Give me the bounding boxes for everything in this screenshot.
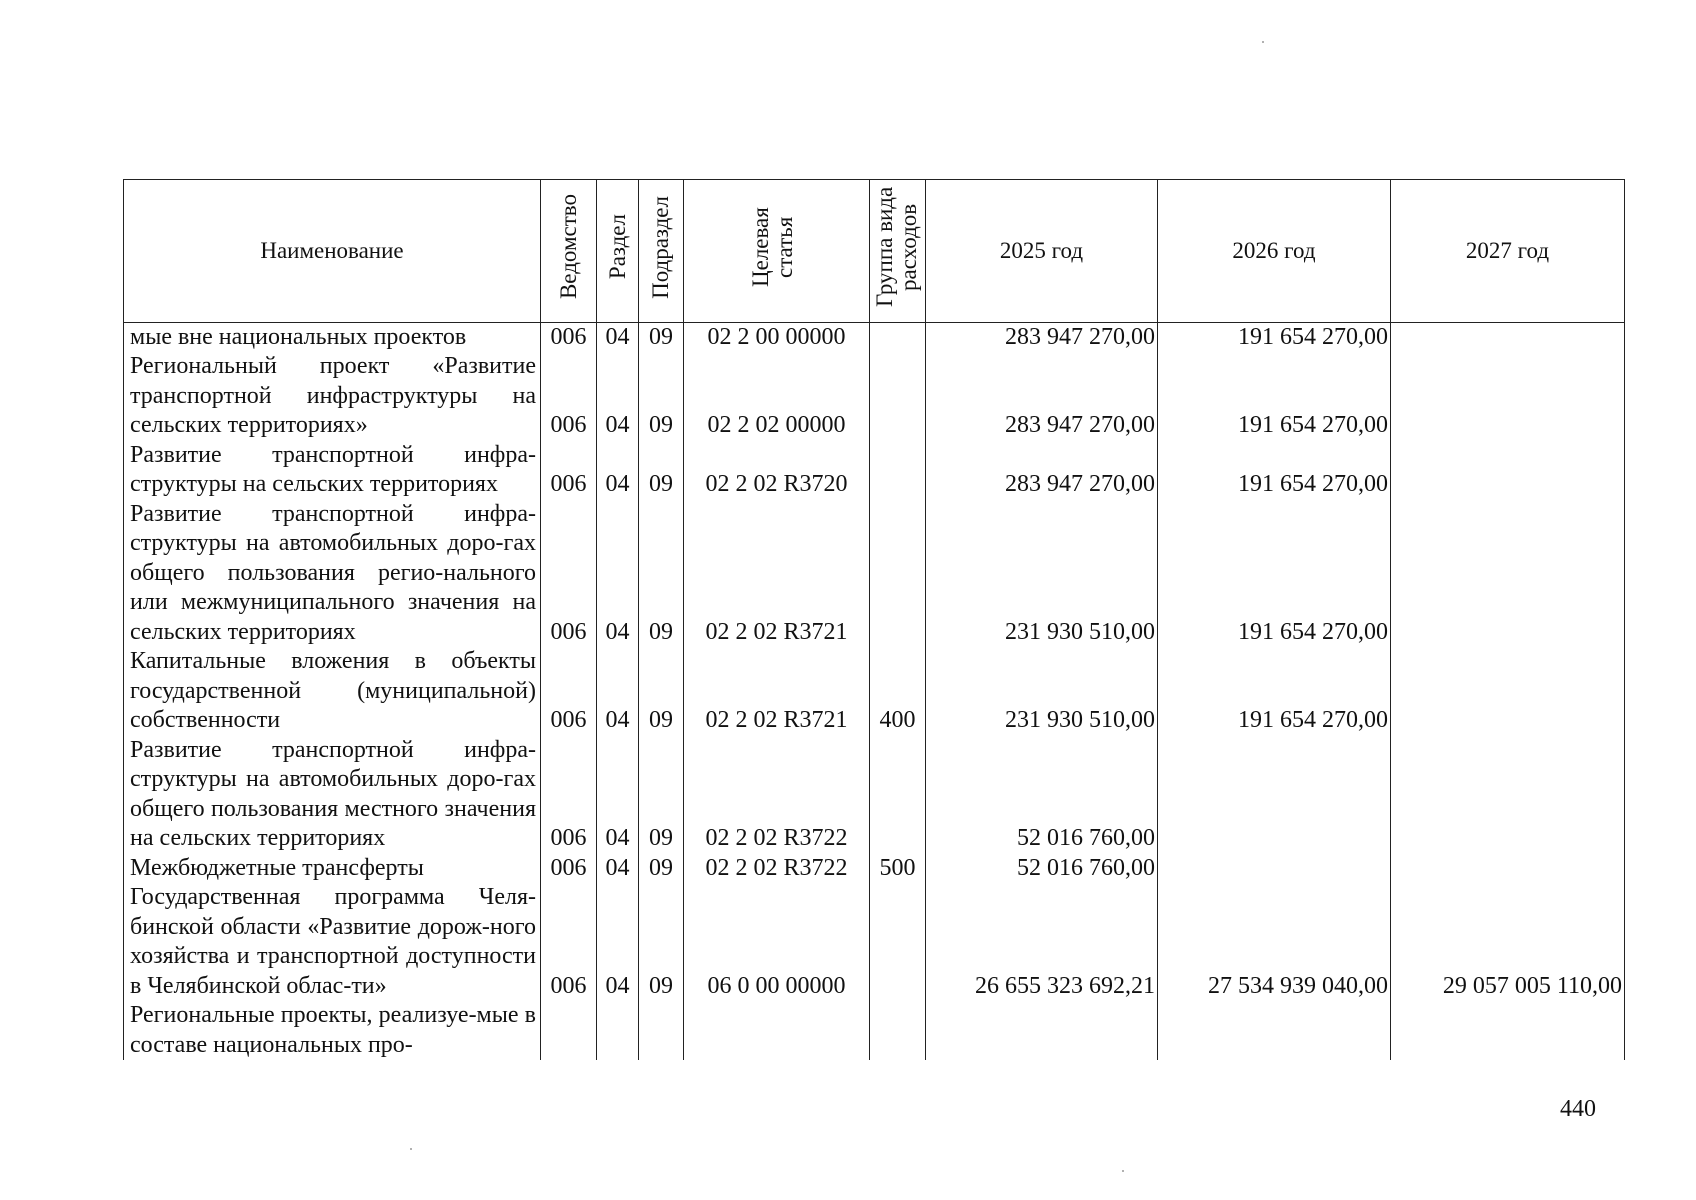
cell-name: Капитальные вложения в объекты государственной (муниципальной) собственности — [124, 647, 541, 736]
cell-expense-group — [870, 883, 926, 1001]
cell-target-item: 02 2 02 R3722 — [684, 854, 870, 884]
cell-department: 006 — [541, 854, 597, 884]
cell-department: 006 — [541, 441, 597, 500]
table-row — [124, 736, 1625, 854]
cell-name: Государственная программа Челя-бинской области «Развитие дорож-ного хозяйства и транспортной доступности в Челябинской облас-ти» — [124, 883, 541, 1001]
cell-2025: 52 016 760,00 — [926, 854, 1158, 884]
cell-2026 — [1158, 736, 1391, 854]
cell-expense-group: 500 — [870, 854, 926, 884]
cell-expense-group — [870, 441, 926, 500]
budget-table — [123, 179, 1625, 1060]
cell-expense-group: 400 — [870, 647, 926, 736]
header-2025: 2025 год — [926, 180, 1158, 323]
cell-target-item — [684, 1001, 870, 1060]
cell-department: 006 — [541, 883, 597, 1001]
cell-2026: 191 654 270,00 — [1158, 647, 1391, 736]
cell-department: 006 — [541, 736, 597, 854]
table-row — [124, 854, 1625, 884]
cell-subsection: 09 — [639, 441, 684, 500]
cell-2026: 27 534 939 040,00 — [1158, 883, 1391, 1001]
cell-2027 — [1391, 736, 1625, 854]
cell-2027: 29 057 005 110,00 — [1391, 883, 1625, 1001]
cell-2027 — [1391, 441, 1625, 500]
cell-subsection: 09 — [639, 647, 684, 736]
cell-target-item: 02 2 02 R3720 — [684, 441, 870, 500]
cell-2026 — [1158, 854, 1391, 884]
cell-expense-group — [870, 322, 926, 352]
cell-subsection: 09 — [639, 854, 684, 884]
cell-2027 — [1391, 854, 1625, 884]
header-section: Раздел — [597, 180, 639, 323]
cell-name: Межбюджетные трансферты — [124, 854, 541, 884]
cell-2026: 191 654 270,00 — [1158, 322, 1391, 352]
cell-2027 — [1391, 322, 1625, 352]
cell-2025: 52 016 760,00 — [926, 736, 1158, 854]
cell-2026: 191 654 270,00 — [1158, 352, 1391, 441]
cell-subsection: 09 — [639, 322, 684, 352]
header-department: Ведомство — [541, 180, 597, 323]
cell-name: Развитие транспортной инфра-структуры на сельских территориях — [124, 441, 541, 500]
scan-speck — [1262, 41, 1264, 43]
cell-2027 — [1391, 1001, 1625, 1060]
table-body — [124, 322, 1625, 1060]
cell-name: Развитие транспортной инфра-структуры на автомобильных доро-гах общего пользования местного значения на сельских территориях — [124, 736, 541, 854]
cell-section: 04 — [597, 647, 639, 736]
cell-subsection: 09 — [639, 736, 684, 854]
header-subsection: Подраздел — [639, 180, 684, 323]
table-row — [124, 441, 1625, 500]
cell-2026: 191 654 270,00 — [1158, 500, 1391, 648]
header-2026: 2026 год — [1158, 180, 1391, 323]
cell-2025: 283 947 270,00 — [926, 441, 1158, 500]
scan-speck — [1122, 1170, 1124, 1172]
cell-2026: 191 654 270,00 — [1158, 441, 1391, 500]
header-expense-group: Группа вида расходов — [870, 180, 926, 323]
cell-department — [541, 1001, 597, 1060]
cell-section: 04 — [597, 441, 639, 500]
cell-expense-group — [870, 1001, 926, 1060]
cell-section: 04 — [597, 883, 639, 1001]
cell-section: 04 — [597, 352, 639, 441]
scan-speck — [410, 1148, 412, 1150]
cell-target-item: 02 2 02 00000 — [684, 352, 870, 441]
cell-name: Региональный проект «Развитие транспортной инфраструктуры на сельских территориях» — [124, 352, 541, 441]
cell-expense-group — [870, 736, 926, 854]
cell-target-item: 06 0 00 00000 — [684, 883, 870, 1001]
cell-subsection: 09 — [639, 500, 684, 648]
cell-target-item: 02 2 02 R3721 — [684, 500, 870, 648]
cell-subsection: 09 — [639, 352, 684, 441]
header-target-item: Целевая статья — [684, 180, 870, 323]
cell-expense-group — [870, 352, 926, 441]
table-row — [124, 647, 1625, 736]
cell-name: мые вне национальных проектов — [124, 322, 541, 352]
page-number: 440 — [1560, 1096, 1596, 1122]
cell-section: 04 — [597, 500, 639, 648]
cell-2025: 283 947 270,00 — [926, 352, 1158, 441]
cell-department: 006 — [541, 322, 597, 352]
cell-name: Региональные проекты, реализуе-мые в составе национальных про- — [124, 1001, 541, 1060]
cell-2025: 231 930 510,00 — [926, 647, 1158, 736]
cell-target-item: 02 2 02 R3721 — [684, 647, 870, 736]
cell-section: 04 — [597, 322, 639, 352]
cell-2027 — [1391, 500, 1625, 648]
cell-name: Развитие транспортной инфра-структуры на автомобильных доро-гах общего пользования регио-нального или межмуниципального значения на сельских территориях — [124, 500, 541, 648]
cell-department: 006 — [541, 647, 597, 736]
table-row — [124, 322, 1625, 352]
table-row — [124, 500, 1625, 648]
cell-2025 — [926, 1001, 1158, 1060]
cell-department: 006 — [541, 500, 597, 648]
cell-2025: 231 930 510,00 — [926, 500, 1158, 648]
cell-section — [597, 1001, 639, 1060]
cell-2025: 283 947 270,00 — [926, 322, 1158, 352]
cell-subsection — [639, 1001, 684, 1060]
cell-expense-group — [870, 500, 926, 648]
cell-2026 — [1158, 1001, 1391, 1060]
cell-section: 04 — [597, 736, 639, 854]
cell-subsection: 09 — [639, 883, 684, 1001]
header-row — [124, 180, 1625, 323]
header-2027: 2027 год — [1391, 180, 1625, 323]
cell-target-item: 02 2 02 R3722 — [684, 736, 870, 854]
table-row — [124, 352, 1625, 441]
cell-department: 006 — [541, 352, 597, 441]
table-row — [124, 1001, 1625, 1060]
cell-target-item: 02 2 00 00000 — [684, 322, 870, 352]
cell-2027 — [1391, 647, 1625, 736]
header-name: Наименование — [124, 180, 541, 323]
table-row — [124, 883, 1625, 1001]
cell-2025: 26 655 323 692,21 — [926, 883, 1158, 1001]
cell-2027 — [1391, 352, 1625, 441]
cell-section: 04 — [597, 854, 639, 884]
